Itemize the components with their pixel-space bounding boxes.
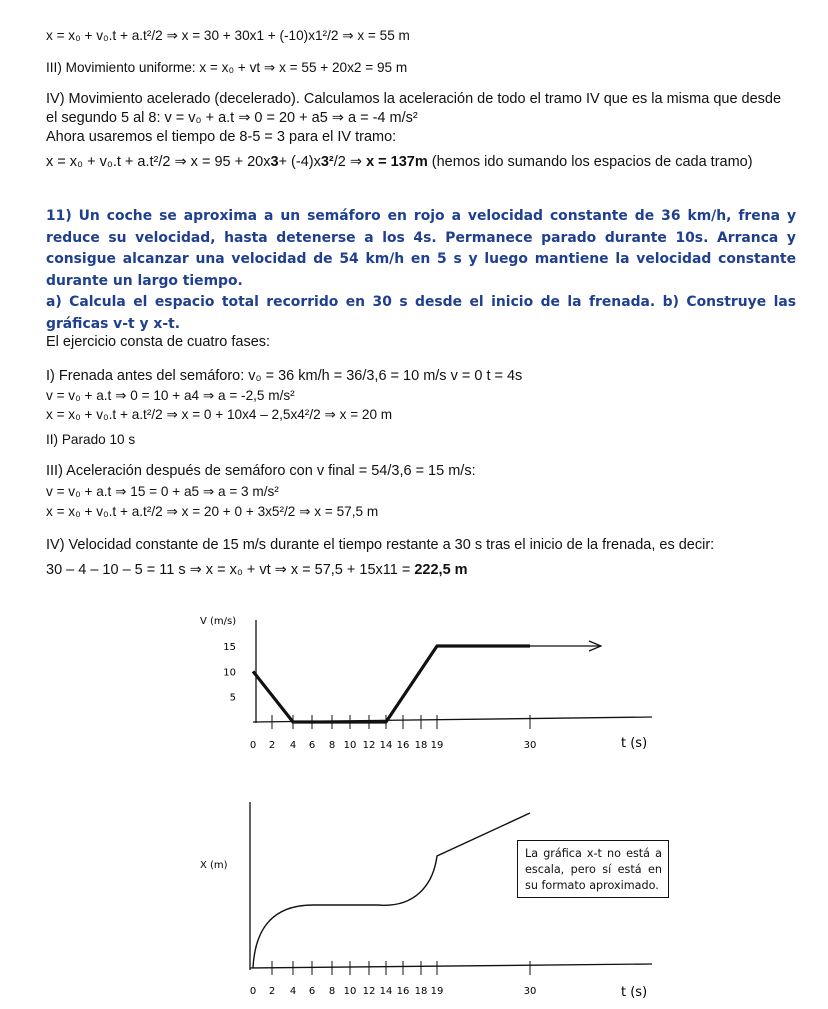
vt-x-tick-label: 14 <box>379 740 393 751</box>
xt-x-tick-label: 14 <box>379 986 393 997</box>
problem-questions: a) Calcula el espacio total recorrido en 30 s desde el inicio de la frenada. b) Construye las gráficas v-t y x-t. <box>46 294 796 332</box>
solution-intro: El ejercicio consta de cuatro fases: <box>46 334 271 350</box>
vt-x-tick-label: 30 <box>523 740 537 751</box>
xt-x-axis-label: t (s) <box>621 985 648 1000</box>
prev-l6-bold: 3 <box>270 154 279 170</box>
phase-1-line-2: v = v₀ + a.t ⇒ 0 = 10 + a4 ⇒ a = -2,5 m/s² <box>46 388 295 403</box>
xt-x-tick-label: 10 <box>343 986 357 997</box>
xt-annotation-box: La gráfica x-t no está a escala, pero sí está en su formato aproximado. <box>517 840 669 898</box>
phase-3-line-2: v = v₀ + a.t ⇒ 15 = 0 + a5 ⇒ a = 3 m/s² <box>46 484 279 499</box>
phase-2-line: II) Parado 10 s <box>46 432 136 447</box>
phase-1-line-1: I) Frenada antes del semáforo: v₀ = 36 km/h = 36/3,6 = 10 m/s v = 0 t = 4s <box>46 368 523 384</box>
prev-line-4: el segundo 5 al 8: v = v₀ + a.t ⇒ 0 = 20 + a5 ⇒ a = -4 m/s² <box>46 110 418 126</box>
xt-x-tick-label: 4 <box>289 986 297 997</box>
xt-x-tick-label: 12 <box>362 986 376 997</box>
xt-x-axis <box>250 964 652 968</box>
vt-y-tick-label: 10 <box>223 667 236 679</box>
xt-x-tick-label: 0 <box>249 986 257 997</box>
prev-l6-part: + (-4)x <box>278 154 321 170</box>
vt-x-tick-label: 10 <box>343 740 357 751</box>
prev-l6-bold: 3² <box>320 154 334 170</box>
phase-3-line-1: III) Aceleración después de semáforo con v final = 54/3,6 = 15 m/s: <box>46 463 476 479</box>
prev-line-5: Ahora usaremos el tiempo de 8-5 = 3 para el IV tramo: <box>46 129 397 145</box>
vt-x-tick-label: 19 <box>430 740 444 751</box>
vt-x-tick-label: 0 <box>249 740 257 751</box>
xt-x-tick-label: 18 <box>414 986 428 997</box>
xt-x-tick-label: 30 <box>523 986 537 997</box>
vt-x-axis-label: t (s) <box>621 736 648 751</box>
vt-y-axis-label: V (m/s) <box>200 616 237 627</box>
phase-4-line-1: IV) Velocidad constante de 15 m/s durante el tiempo restante a 30 s tras el inicio de la frenada, es decir: <box>46 537 715 553</box>
phase-3-line-3: x = x₀ + v₀.t + a.t²/2 ⇒ x = 20 + 0 + 3x5²/2 ⇒ x = 57,5 m <box>46 504 379 519</box>
vt-x-tick-label: 8 <box>328 740 336 751</box>
vt-x-tick-label: 6 <box>308 740 316 751</box>
prev-l6-note: (hemos ido sumando los espacios de cada tramo) <box>427 154 753 170</box>
vt-x-tick-label: 4 <box>289 740 297 751</box>
prev-result: x = 137m <box>366 154 428 170</box>
xt-x-tick-label: 16 <box>396 986 410 997</box>
prev-l6-part: x = x₀ + v₀.t + a.t²/2 ⇒ x = 95 + 20x <box>46 154 271 170</box>
xt-x-tick-label: 19 <box>430 986 444 997</box>
xt-series-curve <box>253 813 530 968</box>
phase-1-line-3: x = x₀ + v₀.t + a.t²/2 ⇒ x = 0 + 10x4 – 2,5x4²/2 ⇒ x = 20 m <box>46 407 393 422</box>
vt-x-tick-label: 16 <box>396 740 410 751</box>
vt-y-tick-label: 15 <box>223 642 236 653</box>
xt-x-tick-label: 6 <box>308 986 316 997</box>
vt-x-tick-label: 2 <box>268 740 276 751</box>
prev-l6-part: /2 ⇒ <box>333 154 367 170</box>
prev-line-1: x = x₀ + v₀.t + a.t²/2 ⇒ x = 30 + 30x1 + (-10)x1²/2 ⇒ x = 55 m <box>46 28 410 43</box>
vt-x-tick-label: 18 <box>414 740 428 751</box>
phase-4-formula: 30 – 4 – 10 – 5 = 11 s ⇒ x = x₀ + vt ⇒ x = 57,5 + 15x11 = <box>46 562 415 578</box>
xt-x-tick-label: 8 <box>328 986 336 997</box>
prev-line-2: III) Movimiento uniforme: x = x₀ + vt ⇒ x = 55 + 20x2 = 95 m <box>46 60 408 75</box>
xt-x-tick-label: 2 <box>268 986 276 997</box>
prev-line-3: IV) Movimiento acelerado (decelerado). Calculamos la aceleración de todo el tramo IV que es la misma que desde <box>46 91 782 107</box>
vt-x-tick-label: 12 <box>362 740 376 751</box>
problem-text: 11) Un coche se aproxima a un semáforo en rojo a velocidad constante de 36 km/h, frena y reduce su velocidad, hasta detenerse a los 4s. Permanece parado durante 10s. Arranca y consigue alcanzar una velocidad de 54 km/h en 5 s y luego mantiene la velocidad constante durante un largo tiempo. <box>46 208 796 289</box>
vt-y-tick-label: 5 <box>229 692 236 704</box>
final-result: 222,5 m <box>414 562 468 578</box>
xt-y-axis-label: X (m) <box>200 860 228 871</box>
vt-series-line <box>253 646 530 722</box>
